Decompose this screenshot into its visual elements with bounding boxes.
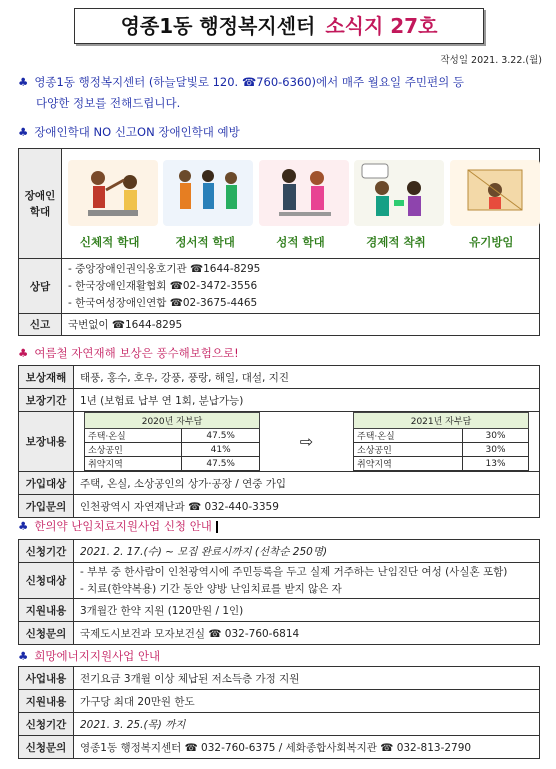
abuse-type-emotional — [157, 154, 252, 254]
section-insurance-heading — [18, 345, 239, 361]
club-bullet-icon: ♣ — [18, 125, 29, 139]
support-value: 3개월간 한약 지원 (120만원 / 1인) — [74, 599, 540, 622]
target-line: - 부부 중 한사람이 인천광역시에 주민등록을 두고 실제 거주하는 난임진단 여성 (사실혼 포함) — [80, 565, 508, 578]
row-label-counsel: 상담 — [19, 259, 62, 314]
infertility-table — [18, 539, 540, 645]
table-2020 — [84, 412, 260, 471]
table-2020-value: 47.5% — [182, 457, 260, 471]
abuse-caption: 성적 학대 — [276, 234, 325, 249]
insurance-table — [18, 365, 540, 518]
abuse-caption: 유기방임 — [469, 234, 514, 249]
target-line: - 치료(한약복용) 기간 동안 양방 난임치료를 받지 않은 자 — [80, 582, 342, 595]
row-label-support: 지원내용 — [19, 599, 74, 622]
coverage-value: 태풍, 홍수, 호우, 강풍, 풍랑, 해일, 대설, 지진 — [74, 366, 540, 389]
table-2021-label: 취약지역 — [354, 457, 463, 471]
abuse-type-sexual — [253, 154, 348, 254]
sexual-abuse-illustration — [259, 160, 349, 226]
table-2020-title: 2020년 자부담 — [85, 413, 260, 429]
publish-date: 작성일 2021. 3.22.(월) — [440, 55, 542, 66]
section-heading-text: 여름철 자연재해 보상은 풍수해보험으로! — [34, 346, 239, 360]
title-accent: 소식지 27호 — [325, 14, 438, 38]
content-cell — [74, 412, 540, 472]
table-2020-value: 41% — [182, 443, 260, 457]
table-2020-label: 주택·온실 — [85, 429, 182, 443]
table-2020-label: 소상공인 — [85, 443, 182, 457]
support-value: 가구당 최대 20만원 한도 — [74, 690, 540, 713]
report-value: 국번없이 ☎1644-8295 — [62, 314, 540, 336]
abuse-type-economic — [348, 154, 443, 254]
emotional-abuse-illustration — [163, 160, 253, 226]
title-main: 영종1동 행정복지센터 — [120, 14, 316, 38]
row-label-abuse: 장애인 학대 — [19, 149, 62, 259]
counsel-line: - 한국장애인재활협회 ☎02-3472-3556 — [68, 279, 258, 292]
physical-abuse-illustration — [68, 160, 158, 226]
abuse-type-neglect — [444, 154, 539, 254]
row-label-inquiry: 신청문의 — [19, 736, 74, 759]
row-label-report: 신고 — [19, 314, 62, 336]
section-heading-text: 한의약 난임치료지원사업 신청 안내 — [34, 519, 212, 533]
section-disability-heading — [18, 124, 240, 140]
intro-line-1: 영종1동 행정복지센터 (하늘달빛로 120. ☎760-6360)에서 매주 월요일 주민편의 등 — [34, 75, 464, 89]
business-value: 전기요금 3개월 이상 체납된 저소득층 가정 지원 — [74, 667, 540, 690]
row-label-support: 지원내용 — [19, 690, 74, 713]
club-bullet-icon: ♣ — [18, 649, 29, 663]
abuse-caption: 신체적 학대 — [79, 234, 140, 249]
inquiry-value: 영종1동 행정복지센터 ☎ 032-760-6375 / 세화종합사회복지관 ☎ 032-813-2790 — [74, 736, 540, 759]
join-value: 주택, 온실, 소상공인의 상가·공장 / 연중 가입 — [74, 472, 540, 495]
neglect-illustration — [450, 160, 540, 226]
row-label-inquiry: 가입문의 — [19, 495, 74, 518]
abuse-illustrations — [62, 154, 539, 254]
table-2021-title: 2021년 자부담 — [354, 413, 529, 429]
row-label-join: 가입대상 — [19, 472, 74, 495]
section-energy-heading — [18, 648, 160, 664]
intro-paragraph — [18, 72, 540, 114]
table-2021-label: 주택·온실 — [354, 429, 463, 443]
table-2021 — [353, 412, 529, 471]
intro-line-2: 다양한 정보를 전해드립니다. — [36, 96, 181, 110]
row-label-content: 보장내용 — [19, 412, 74, 472]
text-cursor — [216, 521, 218, 533]
section-heading-text: 장애인학대 NO 신고ON 장애인학대 예방 — [34, 125, 240, 139]
table-2020-label: 취약지역 — [85, 457, 182, 471]
table-2020-value: 47.5% — [182, 429, 260, 443]
disability-table — [18, 148, 540, 336]
row-label-period: 신청기간 — [19, 540, 74, 563]
counsel-cell — [62, 259, 540, 314]
period-value: 1년 (보험료 납부 연 1회, 분납가능) — [74, 389, 540, 412]
counsel-line: - 중앙장애인권익옹호기관 ☎1644-8295 — [68, 262, 261, 275]
row-label-inquiry: 신청문의 — [19, 622, 74, 645]
table-2021-value: 30% — [463, 429, 529, 443]
row-label-coverage: 보상재해 — [19, 366, 74, 389]
economic-abuse-illustration — [354, 160, 444, 226]
inquiry-value: 인천광역시 자연재난과 ☎ 032-440-3359 — [74, 495, 540, 518]
abuse-caption: 정서적 학대 — [175, 234, 235, 249]
right-arrow-icon: ⇨ — [299, 432, 314, 451]
club-bullet-icon: ♣ — [18, 519, 29, 533]
section-heading-text: 희망에너지지원사업 안내 — [34, 649, 161, 663]
club-bullet-icon: ♣ — [18, 75, 29, 89]
inquiry-value: 국제도시보건과 모자보건실 ☎ 032-760-6814 — [74, 622, 540, 645]
abuse-types-cell — [62, 149, 540, 259]
abuse-type-physical — [62, 154, 157, 254]
period-value: 2021. 3. 25.(목) 까지 — [74, 713, 540, 736]
newsletter-title — [74, 8, 484, 44]
target-cell — [74, 563, 540, 599]
row-label-business: 사업내용 — [19, 667, 74, 690]
table-2021-label: 소상공인 — [354, 443, 463, 457]
abuse-caption: 경제적 착취 — [366, 234, 426, 249]
club-bullet-icon: ♣ — [18, 346, 29, 360]
table-2021-value: 13% — [463, 457, 529, 471]
row-label-target: 신청대상 — [19, 563, 74, 599]
row-label-period: 신청기간 — [19, 713, 74, 736]
table-2021-value: 30% — [463, 443, 529, 457]
period-value: 2021. 2. 17.(수) ~ 모집 완료시까지 (선착순 250명) — [74, 540, 540, 563]
energy-table — [18, 666, 540, 759]
counsel-line: - 한국여성장애인연합 ☎02-3675-4465 — [68, 296, 258, 309]
row-label-period: 보장기간 — [19, 389, 74, 412]
section-infertility-heading — [18, 518, 218, 534]
